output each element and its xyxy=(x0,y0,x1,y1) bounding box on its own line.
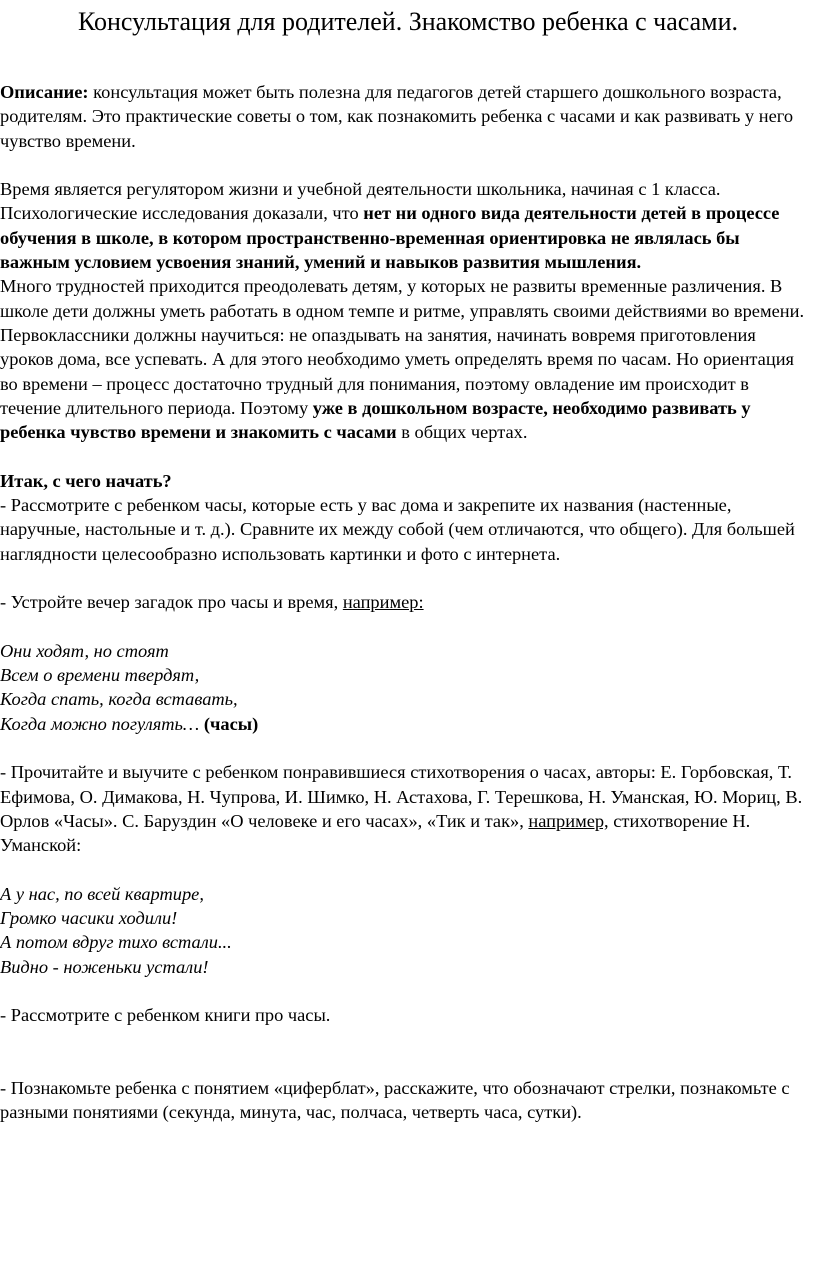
tip-riddles-text: - Устройте вечер загадок про часы и время, xyxy=(0,592,343,613)
riddle-answer: (часы) xyxy=(203,713,259,734)
document-body xyxy=(0,80,812,1125)
poem-line: Видно - ноженьки устали! xyxy=(0,956,209,977)
tip-clocks: - Рассмотрите с ребенком часы, которые есть у вас дома и закрепите их названия (настенные, наручные, настольные и т. д.). Сравните их между собой (чем отличаются, что общего). Для большей наглядности целесообразно использовать картинки и фото с интернета. xyxy=(0,495,795,564)
research-text: Психологические исследования доказали, что xyxy=(0,203,364,224)
description-label: Описание: xyxy=(0,82,89,102)
riddle-line: Всем о времени твердят, xyxy=(0,665,200,686)
difficulties-paragraph xyxy=(0,274,812,444)
riddle-line: Когда можно погулять… (часы) xyxy=(0,713,259,734)
tip-riddles-example: например: xyxy=(342,592,424,613)
poem-line: А потом вдруг тихо встали... xyxy=(0,932,232,953)
poem-line: Громко часики ходили! xyxy=(0,908,178,929)
riddle-line: Когда спать, когда вставать, xyxy=(0,689,238,710)
difficulties-text: Много трудностей приходится преодолевать детям, у которых не развиты временные различения. В школе дети должны уметь работать в одном темпе и ритме, управлять своими действиями во времени. Первоклассники должны научиться: не опаздывать на занятия, начинать вовремя приготовления уроков дома, все успевать. А для этого необходимо уметь определять время по часам. Но ориентация во времени – процесс достаточно трудный для понимания, поэтому овладение им происходит в течение длительного периода. Поэтому xyxy=(0,276,805,418)
tip-poems-text: - Прочитайте и выучите с ребенком понравившиеся стихотворения о часах, авторы: Е. Горбовская, Т. Ефимова, О. Димакова, Н. Чупрова, И. Шимко, Н. Астахова, Г. Терешкова, Н. Уманская, Ю. Мориц, В. Орлов «Часы». С. Баруздин «О человеке и его часах», «Тик и так», xyxy=(0,762,803,831)
poem-line: А у нас, по всей квартире, xyxy=(0,883,204,904)
tip-poems xyxy=(0,760,812,857)
research-bold: нет ни одного вида деятельности детей в процессе обучения в школе, в котором пространственно-временная ориентировка не являлась бы важным условием усвоения знаний, умений и навыков развития мышления. xyxy=(0,203,780,273)
tip-dial: - Познакомьте ребенка с понятием «циферблат», расскажите, что обозначают стрелки, познакомьте с разными понятиями (секунда, минута, час, полчаса, четверть часа, сутки). xyxy=(0,1078,790,1123)
tip-riddles xyxy=(0,590,812,614)
riddle-line: Они ходят, но стоят xyxy=(0,640,169,661)
tip-poems-tail: стихотворение Н. Уманской: xyxy=(0,810,751,856)
tip-poems-example: например, xyxy=(528,810,609,831)
time-regulator-paragraph: Время является регулятором жизни и учебной деятельности школьника, начиная с 1 класса. xyxy=(0,179,721,200)
description-paragraph xyxy=(0,80,812,153)
description-text: консультация может быть полезна для педагогов детей старшего дошкольного возраста, родителям. Это практические советы о том, как познакомить ребенка с часами и как развивать у него чувство времени. xyxy=(0,82,794,151)
research-paragraph xyxy=(0,201,812,274)
page-title: Консультация для родителей. Знакомство ребенка с часами. xyxy=(77,7,739,36)
start-heading: Итак, с чего начать? xyxy=(0,470,172,491)
difficulties-bold: уже в дошкольном возрасте, необходимо развивать у ребенка чувство времени и знакомить с часами xyxy=(0,397,751,443)
difficulties-tail: в общих чертах. xyxy=(396,422,528,443)
tip-books: - Рассмотрите с ребенком книги про часы. xyxy=(0,1005,331,1026)
